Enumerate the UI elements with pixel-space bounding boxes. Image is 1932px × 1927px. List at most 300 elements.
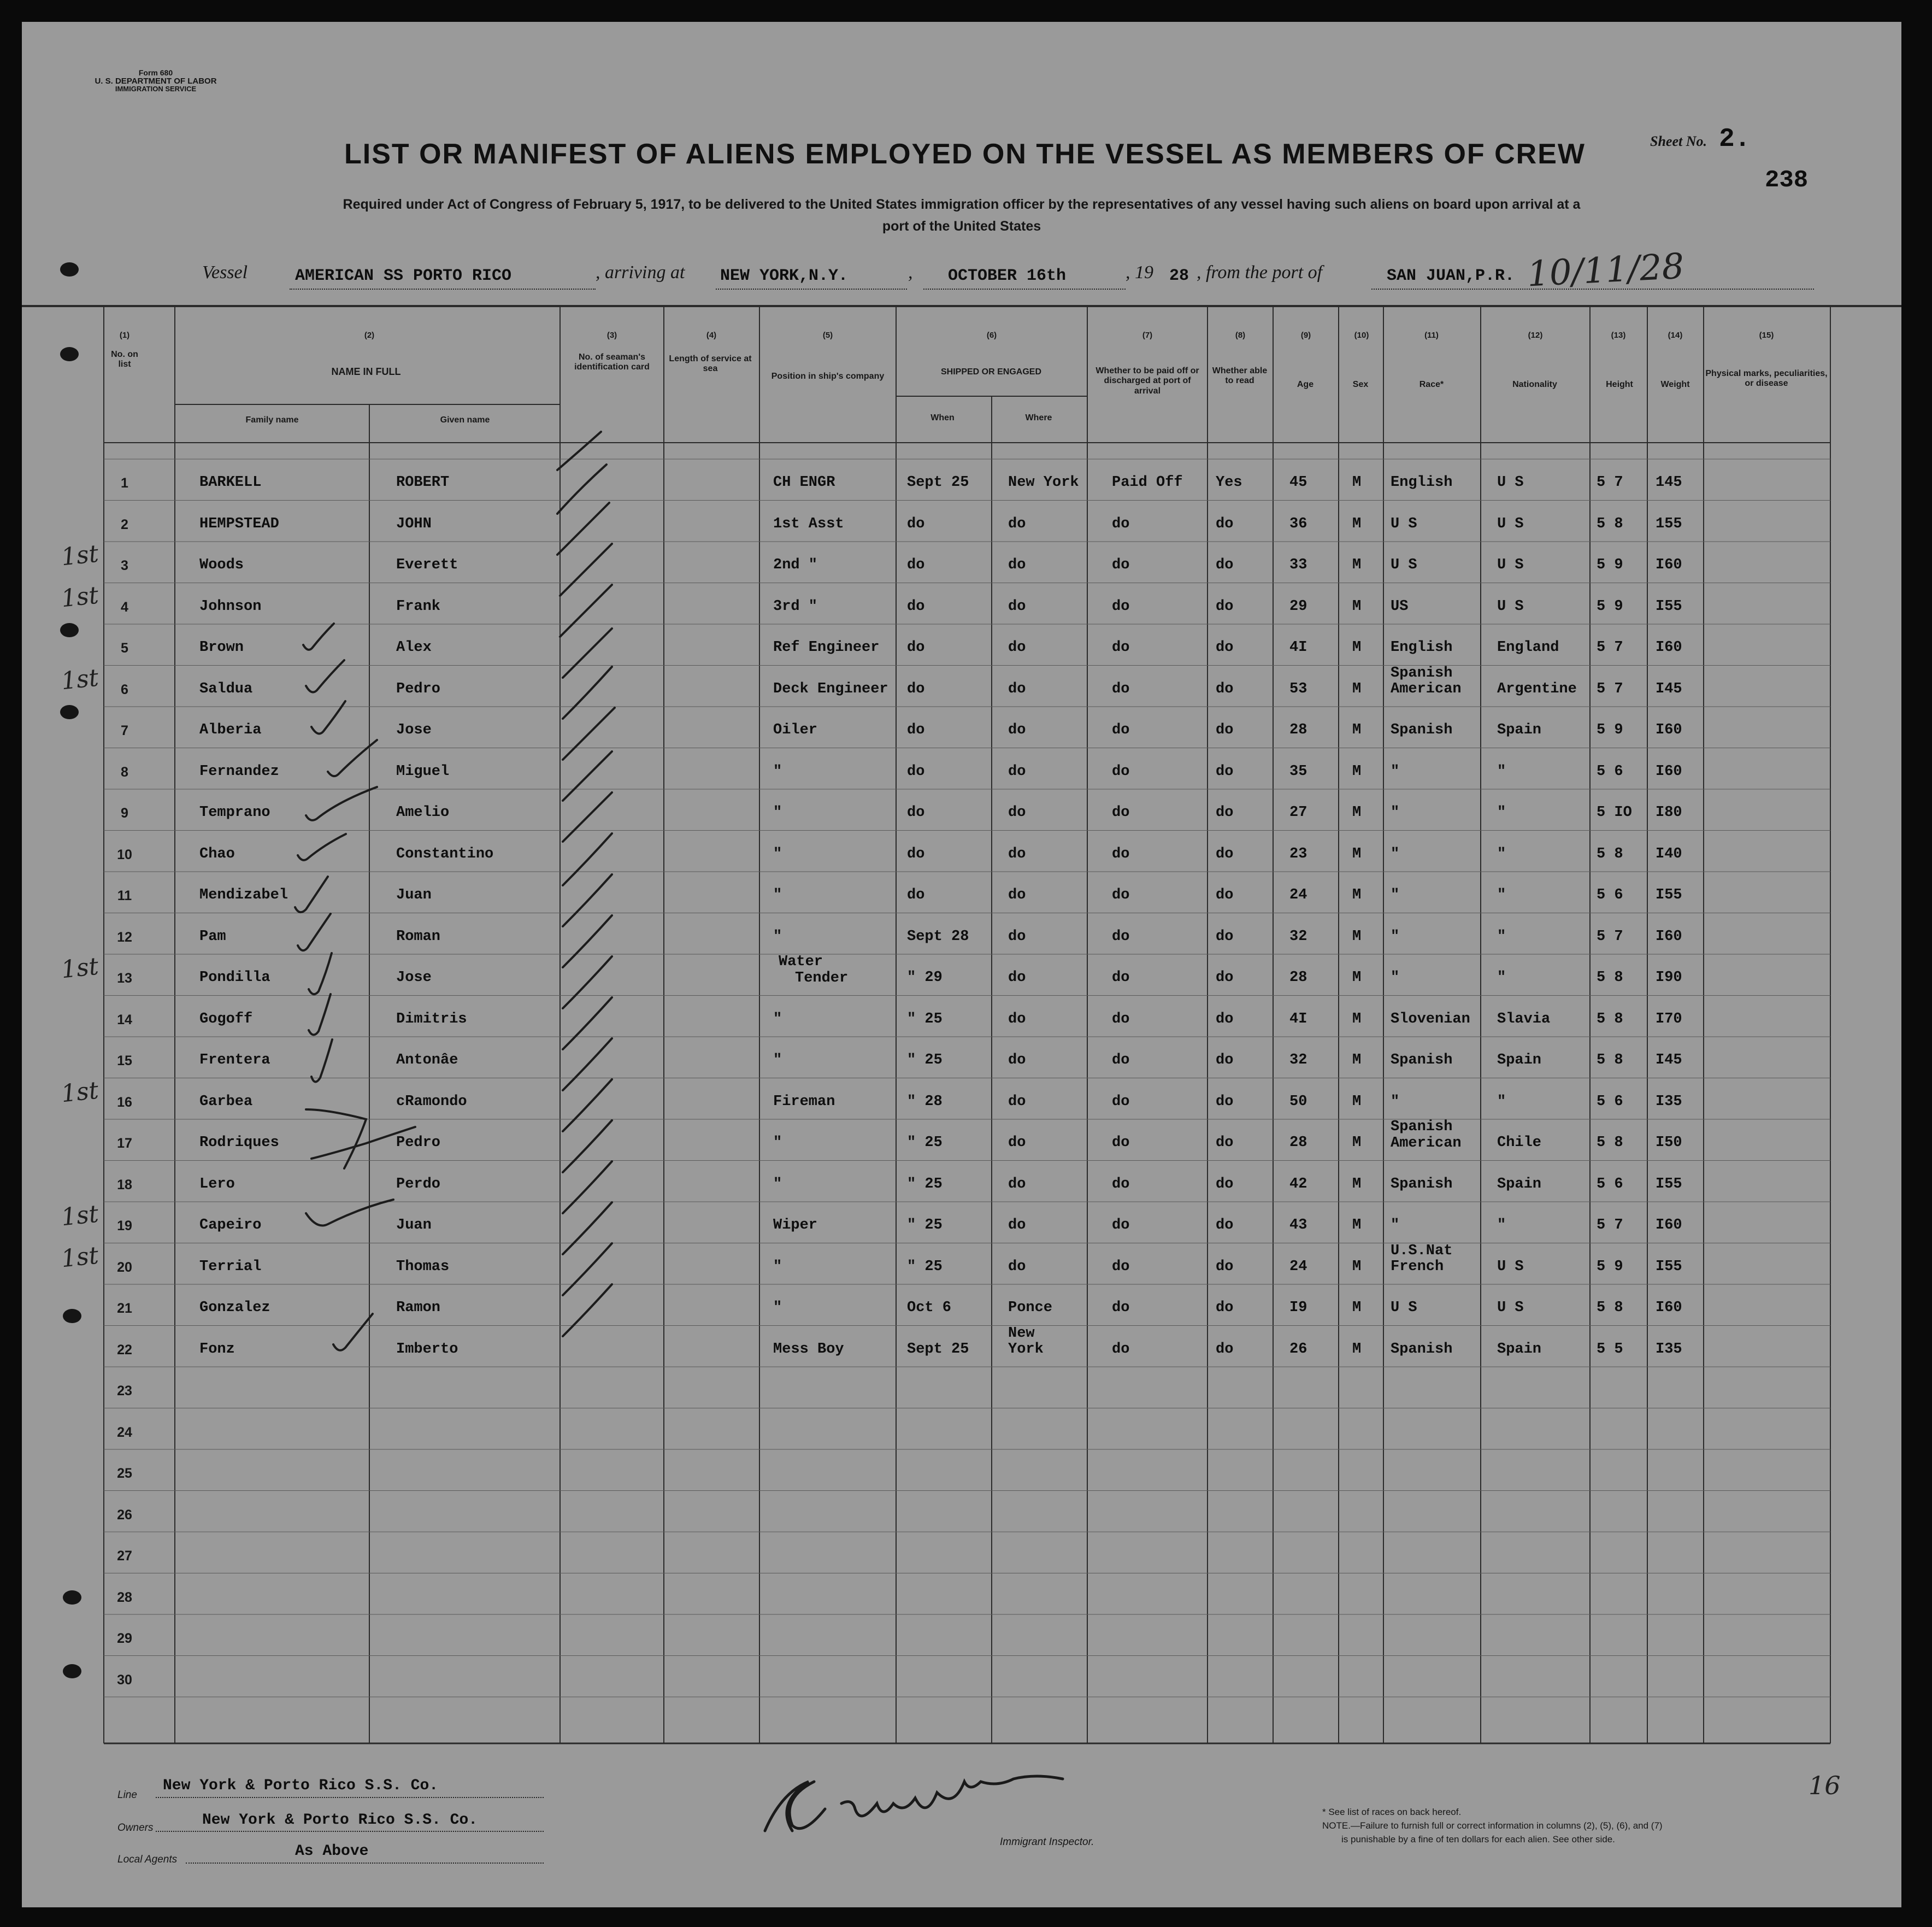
col-header-family-name: Family name: [245, 415, 299, 425]
shipped-when-cell: " 25: [907, 1217, 943, 1233]
given-name-cell: Pedro: [396, 680, 441, 697]
sex-cell: M: [1352, 598, 1362, 615]
age-cell: 50: [1289, 1093, 1307, 1110]
given-name-cell: Dimitris: [396, 1010, 467, 1027]
family-name-cell: Woods: [199, 557, 244, 573]
row-number: 23: [117, 1383, 132, 1399]
height-cell: 5 6: [1597, 1093, 1623, 1110]
row-number: 30: [117, 1672, 132, 1688]
column-number: (9): [1300, 331, 1311, 340]
row-number: 12: [117, 929, 132, 945]
nationality-cell: ": [1497, 1217, 1506, 1233]
race-cell: ": [1391, 804, 1400, 821]
position-cell: 3rd ": [773, 598, 818, 615]
row-number: 19: [117, 1218, 132, 1233]
race-cell: ": [1391, 763, 1400, 780]
arriving-port: NEW YORK,N.Y.: [720, 267, 849, 285]
paid-off-cell: do: [1112, 639, 1130, 656]
shipped-when-cell: Sept 25: [907, 1341, 969, 1358]
nationality-cell: Spain: [1497, 1052, 1542, 1068]
from-port-label: , from the port of: [1197, 262, 1323, 283]
paid-off-cell: do: [1112, 1010, 1130, 1027]
requirement-line-2: port of the United States: [882, 219, 1041, 234]
family-name-cell: Rodriques: [199, 1135, 279, 1151]
row-number: 15: [117, 1053, 132, 1068]
age-cell: 43: [1289, 1217, 1307, 1233]
age-cell: 24: [1289, 1258, 1307, 1275]
race-cell: ": [1391, 1217, 1400, 1233]
col-header-given-name: Given name: [440, 415, 490, 425]
able-to-read-cell: do: [1216, 1300, 1234, 1316]
sex-cell: M: [1352, 970, 1362, 986]
shipped-where-cell: do: [1008, 639, 1026, 656]
height-cell: 5 7: [1597, 928, 1623, 945]
height-cell: 5 9: [1597, 1258, 1623, 1275]
row-number: 1: [121, 475, 128, 491]
family-name-cell: Terrial: [199, 1258, 262, 1275]
age-cell: 24: [1289, 887, 1307, 903]
age-cell: 36: [1289, 515, 1307, 532]
shipped-when-cell: " 29: [907, 970, 943, 986]
height-cell: 5 7: [1597, 680, 1623, 697]
line-value: New York & Porto Rico S.S. Co.: [163, 1777, 439, 1794]
able-to-read-cell: do: [1216, 887, 1234, 903]
height-cell: 5 IO: [1597, 804, 1632, 821]
family-name-cell: Chao: [199, 845, 235, 862]
shipped-when-cell: Sept 25: [907, 474, 969, 491]
position-cell: ": [773, 1135, 782, 1151]
shipped-where-cell: New York: [1008, 1325, 1044, 1358]
nationality-cell: ": [1497, 804, 1506, 821]
height-cell: 5 6: [1597, 887, 1623, 903]
arrival-date: OCTOBER 16th: [948, 267, 1067, 285]
paid-off-cell: do: [1112, 763, 1130, 780]
race-cell: U S: [1391, 1300, 1417, 1316]
paid-off-cell: do: [1112, 1176, 1130, 1192]
sex-cell: M: [1352, 722, 1362, 738]
arriving-label: , arriving at: [596, 262, 685, 283]
family-name-cell: BARKELL: [199, 474, 262, 491]
race-cell: Spanish American: [1391, 1119, 1462, 1152]
family-name-cell: Frentera: [199, 1052, 270, 1068]
col-header-where: Where: [1025, 413, 1052, 422]
weight-cell: I70: [1656, 1010, 1682, 1027]
shipped-where-cell: New York: [1008, 474, 1079, 491]
given-name-cell: Jose: [396, 722, 432, 738]
able-to-read-cell: do: [1216, 557, 1234, 573]
paid-off-cell: do: [1112, 970, 1130, 986]
weight-cell: I60: [1656, 639, 1682, 656]
family-name-cell: Saldua: [199, 680, 253, 697]
given-name-cell: Perdo: [396, 1176, 441, 1192]
shipped-when-cell: do: [907, 598, 925, 615]
margin-note: 1st: [60, 581, 100, 613]
vessel-label: Vessel: [202, 262, 248, 283]
row-number: 27: [117, 1548, 132, 1564]
row-number: 18: [117, 1177, 132, 1192]
shipped-when-cell: do: [907, 804, 925, 821]
handwritten-date: 10/11/28: [1526, 246, 1686, 295]
able-to-read-cell: do: [1216, 845, 1234, 862]
column-number: (10): [1354, 331, 1369, 340]
able-to-read-cell: do: [1216, 639, 1234, 656]
position-cell: Mess Boy: [773, 1341, 844, 1358]
age-cell: 45: [1289, 474, 1307, 491]
race-cell: U S: [1391, 557, 1417, 573]
given-name-cell: JOHN: [396, 515, 432, 532]
row-number: 8: [121, 764, 128, 780]
shipped-when-cell: do: [907, 845, 925, 862]
position-cell: ": [773, 804, 782, 821]
col-header-weight: Weight: [1660, 380, 1690, 389]
family-name-cell: Garbea: [199, 1093, 253, 1110]
year-prefix: , 19: [1126, 262, 1153, 283]
given-name-cell: Antonâe: [396, 1052, 458, 1068]
sex-cell: M: [1352, 763, 1362, 780]
col-header-paid-off: Whether to be paid off or discharged at port of arrival: [1095, 366, 1199, 396]
col-header-physical-marks: Physical marks, peculiarities, or disease: [1705, 369, 1828, 389]
weight-cell: I45: [1656, 1052, 1682, 1068]
given-name-cell: Pedro: [396, 1135, 441, 1151]
able-to-read-cell: do: [1216, 970, 1234, 986]
position-cell: 2nd ": [773, 557, 818, 573]
col-header-race: Race*: [1419, 380, 1444, 389]
paid-off-cell: do: [1112, 1300, 1130, 1316]
family-name-cell: Mendizabel: [199, 887, 288, 903]
position-cell: ": [773, 763, 782, 780]
row-number: 11: [117, 888, 132, 903]
column-number: (14): [1668, 331, 1683, 340]
shipped-where-cell: do: [1008, 845, 1026, 862]
sex-cell: M: [1352, 515, 1362, 532]
paid-off-cell: do: [1112, 1258, 1130, 1275]
able-to-read-cell: do: [1216, 1176, 1234, 1192]
race-cell: ": [1391, 887, 1400, 903]
paid-off-cell: do: [1112, 845, 1130, 862]
column-number: (13): [1611, 331, 1626, 340]
age-cell: 32: [1289, 928, 1307, 945]
able-to-read-cell: do: [1216, 1341, 1234, 1358]
position-cell: Fireman: [773, 1093, 835, 1110]
nationality-cell: U S: [1497, 1300, 1524, 1316]
shipped-where-cell: do: [1008, 1217, 1026, 1233]
position-cell: Ref Engineer: [773, 639, 880, 656]
position-cell: 1st Asst: [773, 515, 844, 532]
owners-value: New York & Porto Rico S.S. Co.: [202, 1812, 478, 1829]
page-number: 238: [1765, 167, 1809, 194]
race-cell: U S: [1391, 515, 1417, 532]
height-cell: 5 6: [1597, 1176, 1623, 1192]
row-number: 29: [117, 1631, 132, 1646]
position-cell: ": [773, 1010, 782, 1027]
family-name-cell: Fonz: [199, 1341, 235, 1358]
age-cell: I9: [1289, 1300, 1307, 1316]
form-title: LIST OR MANIFEST OF ALIENS EMPLOYED ON THE VESSEL AS MEMBERS OF CREW: [344, 138, 1586, 170]
height-cell: 5 7: [1597, 1217, 1623, 1233]
nationality-cell: Chile: [1497, 1135, 1542, 1151]
weight-cell: I55: [1656, 1258, 1682, 1275]
paid-off-cell: do: [1112, 722, 1130, 738]
given-name-cell: Juan: [396, 1217, 432, 1233]
column-number: (5): [822, 331, 833, 340]
shipped-where-cell: do: [1008, 722, 1026, 738]
able-to-read-cell: do: [1216, 1135, 1234, 1151]
column-number: (2): [364, 331, 375, 340]
shipped-when-cell: " 25: [907, 1176, 943, 1192]
column-number: (15): [1759, 331, 1774, 340]
position-cell: Oiler: [773, 722, 818, 738]
shipped-where-cell: do: [1008, 680, 1026, 697]
position-cell: ": [773, 1052, 782, 1068]
shipped-where-cell: do: [1008, 1093, 1026, 1110]
age-cell: 53: [1289, 680, 1307, 697]
row-number: 13: [117, 971, 132, 986]
margin-note: 1st: [60, 663, 100, 695]
row-number: 25: [117, 1466, 132, 1481]
row-number: 20: [117, 1259, 132, 1275]
able-to-read-cell: do: [1216, 1258, 1234, 1275]
given-name-cell: Constantino: [396, 845, 494, 862]
age-cell: 23: [1289, 845, 1307, 862]
able-to-read-cell: do: [1216, 1052, 1234, 1068]
position-cell: ": [773, 1258, 782, 1275]
race-cell: US: [1391, 598, 1409, 615]
race-cell: English: [1391, 474, 1453, 491]
shipped-where-cell: do: [1008, 1176, 1026, 1192]
paid-off-cell: do: [1112, 928, 1130, 945]
row-number: 21: [117, 1301, 132, 1316]
age-cell: 26: [1289, 1341, 1307, 1358]
height-cell: 5 8: [1597, 1135, 1623, 1151]
age-cell: 28: [1289, 1135, 1307, 1151]
height-cell: 5 8: [1597, 1010, 1623, 1027]
sex-cell: M: [1352, 1176, 1362, 1192]
service: IMMIGRATION SERVICE: [115, 85, 197, 93]
col-header-height: Height: [1606, 380, 1633, 389]
row-number: 22: [117, 1342, 132, 1358]
weight-cell: I60: [1656, 557, 1682, 573]
sheet-number-value: 2.: [1719, 125, 1751, 154]
col-header-shipped-or-engaged: SHIPPED OR ENGAGED: [940, 367, 1042, 377]
family-name-cell: Capeiro: [199, 1217, 262, 1233]
footnote-penalty-1: NOTE.—Failure to furnish full or correct information in columns (2), (5), (6), and (7): [1322, 1820, 1663, 1831]
col-header-name-in-full: NAME IN FULL: [331, 366, 401, 377]
age-cell: 28: [1289, 970, 1307, 986]
shipped-when-cell: " 25: [907, 1010, 943, 1027]
shipped-when-cell: do: [907, 680, 925, 697]
age-cell: 33: [1289, 557, 1307, 573]
nationality-cell: U S: [1497, 1258, 1524, 1275]
race-cell: Spanish American: [1391, 665, 1462, 698]
weight-cell: I50: [1656, 1135, 1682, 1151]
row-number: 28: [117, 1589, 132, 1605]
position-cell: ": [773, 1300, 782, 1316]
nationality-cell: Spain: [1497, 722, 1542, 738]
paid-off-cell: do: [1112, 1341, 1130, 1358]
col-header-age: Age: [1297, 380, 1314, 389]
height-cell: 5 5: [1597, 1341, 1623, 1358]
shipped-where-cell: do: [1008, 515, 1026, 532]
family-name-cell: Lero: [199, 1176, 235, 1192]
nationality-cell: U S: [1497, 557, 1524, 573]
nationality-cell: Spain: [1497, 1176, 1542, 1192]
age-cell: 35: [1289, 763, 1307, 780]
height-cell: 5 7: [1597, 474, 1623, 491]
shipped-where-cell: do: [1008, 887, 1026, 903]
row-number: 7: [121, 723, 128, 738]
row-number: 26: [117, 1507, 132, 1523]
row-number: 5: [121, 641, 128, 656]
paid-off-cell: do: [1112, 680, 1130, 697]
given-name-cell: Ramon: [396, 1300, 441, 1316]
sex-cell: M: [1352, 1135, 1362, 1151]
column-number: (1): [119, 331, 130, 340]
row-number: 10: [117, 847, 132, 862]
weight-cell: I60: [1656, 763, 1682, 780]
shipped-where-cell: do: [1008, 1258, 1026, 1275]
sex-cell: M: [1352, 804, 1362, 821]
row-number: 17: [117, 1136, 132, 1151]
column-number: (4): [706, 331, 717, 340]
age-cell: 4I: [1289, 639, 1307, 656]
shipped-when-cell: Sept 28: [907, 928, 969, 945]
given-name-cell: Juan: [396, 887, 432, 903]
paid-off-cell: do: [1112, 1135, 1130, 1151]
requirement-line-1: Required under Act of Congress of February 5, 1917, to be delivered to the United States immigration officer by the representatives of any vessel having such aliens on board upon arrival at a: [343, 197, 1581, 212]
family-name-cell: Temprano: [199, 804, 270, 821]
nationality-cell: ": [1497, 928, 1506, 945]
paid-off-cell: do: [1112, 1052, 1130, 1068]
shipped-where-cell: do: [1008, 1135, 1026, 1151]
col-header-no-on-list: No. on list: [111, 350, 138, 369]
margin-note: 1st: [60, 1076, 100, 1108]
sex-cell: M: [1352, 557, 1362, 573]
row-number: 9: [121, 806, 128, 821]
position-cell: ": [773, 845, 782, 862]
agents-value: As Above: [295, 1843, 369, 1860]
agents-label: Local Agents: [117, 1854, 178, 1865]
sex-cell: M: [1352, 887, 1362, 903]
family-name-cell: Gonzalez: [199, 1300, 270, 1316]
nationality-cell: U S: [1497, 515, 1524, 532]
shipped-where-cell: do: [1008, 804, 1026, 821]
paid-off-cell: do: [1112, 887, 1130, 903]
shipped-when-cell: do: [907, 887, 925, 903]
position-cell: ": [773, 887, 782, 903]
given-name-cell: Amelio: [396, 804, 450, 821]
sex-cell: M: [1352, 474, 1362, 491]
shipped-when-cell: Oct 6: [907, 1300, 952, 1316]
given-name-cell: Thomas: [396, 1258, 450, 1275]
nationality-cell: ": [1497, 763, 1506, 780]
height-cell: 5 8: [1597, 845, 1623, 862]
paid-off-cell: do: [1112, 598, 1130, 615]
able-to-read-cell: do: [1216, 763, 1234, 780]
weight-cell: 155: [1656, 515, 1682, 532]
position-cell: ": [773, 1176, 782, 1192]
inspector-signature: [754, 1771, 1093, 1842]
position-cell: Wiper: [773, 1217, 818, 1233]
shipped-where-cell: do: [1008, 763, 1026, 780]
owners-label: Owners: [117, 1822, 154, 1834]
col-header-position: Position in ship's company: [771, 372, 885, 381]
paid-off-cell: do: [1112, 515, 1130, 532]
nationality-cell: Spain: [1497, 1341, 1542, 1358]
column-number: (7): [1142, 331, 1153, 340]
col-header-when: When: [930, 413, 955, 422]
able-to-read-cell: do: [1216, 1093, 1234, 1110]
nationality-cell: ": [1497, 970, 1506, 986]
col-header-nationality: Nationality: [1512, 380, 1557, 389]
inspector-label: Immigrant Inspector.: [1000, 1836, 1094, 1848]
shipped-where-cell: do: [1008, 1010, 1026, 1027]
nationality-cell: England: [1497, 639, 1559, 656]
shipped-when-cell: " 25: [907, 1052, 943, 1068]
race-cell: ": [1391, 928, 1400, 945]
from-port: SAN JUAN,P.R.: [1387, 267, 1515, 285]
race-cell: Spanish: [1391, 1052, 1453, 1068]
sex-cell: M: [1352, 928, 1362, 945]
given-name-cell: Roman: [396, 928, 441, 945]
manifest-sheet: [22, 22, 1901, 1907]
sex-cell: M: [1352, 1258, 1362, 1275]
col-header-able-to-read: Whether able to read: [1212, 366, 1268, 386]
race-cell: U.S.Nat French: [1391, 1242, 1453, 1276]
nationality-cell: Argentine: [1497, 680, 1577, 697]
given-name-cell: Alex: [396, 639, 432, 656]
family-name-cell: Pondilla: [199, 970, 270, 986]
height-cell: 5 8: [1597, 1052, 1623, 1068]
shipped-when-cell: do: [907, 722, 925, 738]
given-name-cell: cRamondo: [396, 1093, 467, 1110]
able-to-read-cell: do: [1216, 680, 1234, 697]
paid-off-cell: do: [1112, 804, 1130, 821]
nationality-cell: ": [1497, 845, 1506, 862]
able-to-read-cell: do: [1216, 804, 1234, 821]
given-name-cell: Imberto: [396, 1341, 458, 1358]
shipped-when-cell: do: [907, 639, 925, 656]
col-header-sex: Sex: [1352, 380, 1369, 389]
family-name-cell: Gogoff: [199, 1010, 253, 1027]
height-cell: 5 8: [1597, 515, 1623, 532]
given-name-cell: Frank: [396, 598, 441, 615]
able-to-read-cell: Yes: [1216, 474, 1242, 491]
bottom-page-number: 16: [1809, 1771, 1841, 1800]
shipped-where-cell: do: [1008, 598, 1026, 615]
weight-cell: I55: [1656, 598, 1682, 615]
margin-note: 1st: [60, 539, 100, 572]
line-label: Line: [117, 1789, 137, 1801]
nationality-cell: U S: [1497, 474, 1524, 491]
footnote-penalty-2: is punishable by a fine of ten dollars for each alien. See other side.: [1341, 1834, 1615, 1844]
comma: ,: [908, 262, 913, 283]
column-number: (8): [1235, 331, 1246, 340]
height-cell: 5 6: [1597, 763, 1623, 780]
paid-off-cell: Paid Off: [1112, 474, 1183, 491]
height-cell: 5 9: [1597, 557, 1623, 573]
sex-cell: M: [1352, 1093, 1362, 1110]
arrival-year: 28: [1169, 267, 1189, 285]
weight-cell: I55: [1656, 887, 1682, 903]
row-number: 4: [121, 599, 128, 615]
row-number: 16: [117, 1094, 132, 1110]
check-marks: [22, 22, 1901, 1907]
age-cell: 28: [1289, 722, 1307, 738]
sex-cell: M: [1352, 680, 1362, 697]
age-cell: 32: [1289, 1052, 1307, 1068]
able-to-read-cell: do: [1216, 722, 1234, 738]
race-cell: ": [1391, 845, 1400, 862]
